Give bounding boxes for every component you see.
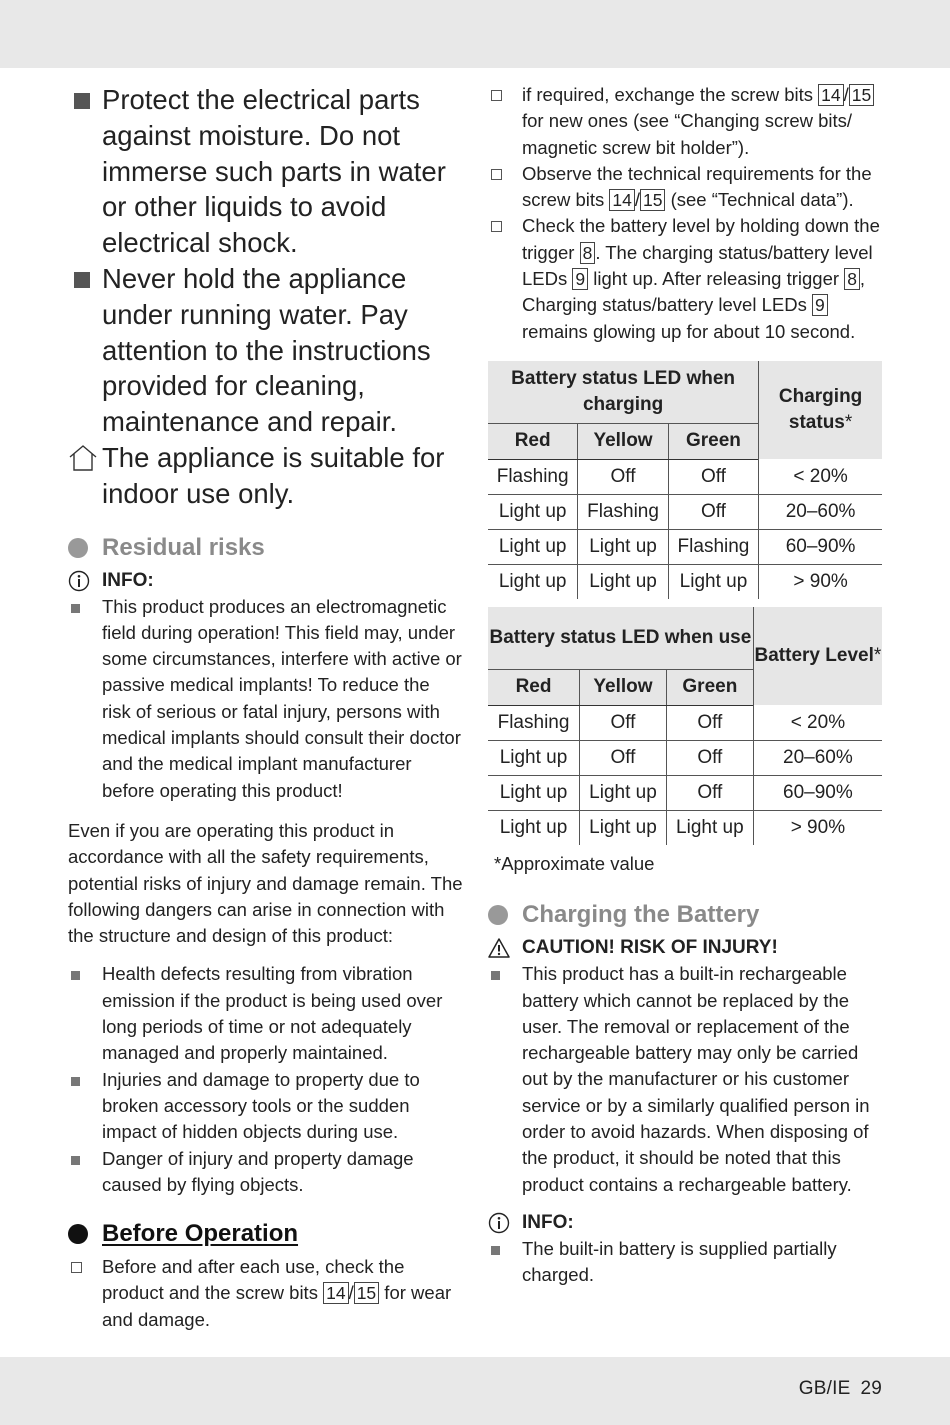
bullet-item <box>68 440 463 512</box>
table-column-header: Red <box>488 423 578 459</box>
table-cell: 20–60% <box>753 740 882 775</box>
battery-level-table <box>488 607 882 845</box>
list-item-text: Danger of injury and property damage caused by flying objects. <box>102 1147 414 1195</box>
right-column <box>488 82 883 1289</box>
table-column-header: Yellow <box>580 669 667 705</box>
table-cell: Off <box>668 494 758 529</box>
heading-residual-risks: Residual risks <box>102 533 265 561</box>
checklist-item <box>488 161 883 214</box>
table-side-header: Battery Level* <box>753 607 882 706</box>
ref-box: 14 <box>323 1282 348 1304</box>
table-row <box>488 810 882 845</box>
table-cell: Off <box>666 705 753 740</box>
bullet-dot-icon <box>68 538 88 558</box>
list-item <box>68 594 463 804</box>
table-cell: Flashing <box>668 529 758 564</box>
list-item <box>68 1067 463 1146</box>
bullet-item <box>68 261 463 440</box>
separator: / <box>843 84 849 105</box>
separator: / <box>634 189 640 211</box>
table-cell: Flashing <box>488 459 578 494</box>
table-cell: Off <box>578 459 668 494</box>
list-item <box>488 961 883 1198</box>
square-bullet-icon <box>71 1077 80 1086</box>
table-cell: Off <box>666 775 753 810</box>
ref-box: 8 <box>580 242 596 264</box>
caution-label: CAUTION! RISK OF INJURY! <box>522 937 778 959</box>
section-heading <box>488 901 883 929</box>
left-column <box>68 82 463 1333</box>
ref-box: 9 <box>812 294 828 316</box>
table-cell: Light up <box>498 570 567 592</box>
ref-box: 15 <box>849 84 874 106</box>
list-item-text: This product produces an electromagnetic field during operation! This field may, under some circumstances, interfere with active or passive medical implants! To reduce the risk of serious or fatal injury, persons with medical implants should consult their doctor and the medical implant manufacturer before operating this product! <box>102 595 462 801</box>
table-cell: Light up <box>488 775 580 810</box>
text: if required, exchange the screw bits <box>522 84 819 105</box>
square-bullet-icon <box>74 93 90 109</box>
text: . The charging status/battery level LEDs <box>522 241 873 290</box>
table-row <box>488 494 882 529</box>
table-side-header: Charging status* <box>759 361 882 460</box>
table-cell: Light up <box>578 529 668 564</box>
table-cell: Flashing <box>488 705 580 740</box>
table-column-header: Green <box>668 423 758 459</box>
ref-box: 15 <box>640 189 665 211</box>
house-icon <box>68 443 98 473</box>
table-cell: > 90% <box>753 810 882 845</box>
heading-charging-the-battery: Charging the Battery <box>522 901 760 929</box>
text: for wear and damage. <box>102 1282 452 1330</box>
table-cell: Off <box>666 740 753 775</box>
list-item-text: Health defects resulting from vibration emission if the product is being used over long periods of time or not adequately managed and properly maintained. <box>102 963 443 1064</box>
checklist-item <box>488 82 883 161</box>
text: remains glowing up for about 10 second. <box>522 320 856 342</box>
info-icon <box>488 1212 510 1234</box>
text: , Charging status/battery level LEDs <box>522 268 866 316</box>
info-label: INFO: <box>522 1211 574 1233</box>
warning-triangle-icon <box>488 937 510 959</box>
table-cell: Light up <box>666 810 753 845</box>
checkbox-square-icon <box>491 221 502 232</box>
table-cell: Off <box>668 459 758 494</box>
table-row <box>488 529 882 564</box>
top-band <box>0 0 950 68</box>
table-cell: < 20% <box>753 705 882 740</box>
section-heading <box>68 1220 463 1248</box>
text: for new ones (see “Changing screw bits/ magnetic screw bit holder”). <box>522 110 853 158</box>
table-cell: 60–90% <box>753 775 882 810</box>
bullet-item <box>68 82 463 261</box>
ref-box: 9 <box>572 268 588 290</box>
square-bullet-icon <box>491 1246 500 1255</box>
table-group-header: Battery status LED when charging <box>488 361 759 424</box>
square-bullet-icon <box>71 971 80 980</box>
page-footer <box>799 1378 882 1400</box>
bullet-text: The appliance is suitable for indoor use only. <box>102 441 445 509</box>
text: Check the battery level by holding down the trigger <box>522 215 880 263</box>
text: Before and after each use, check the product and the screw bits <box>102 1256 405 1304</box>
square-bullet-icon <box>74 272 90 288</box>
table-cell: Light up <box>578 564 668 599</box>
table-column-header: Green <box>666 669 753 705</box>
table-cell: Off <box>580 705 667 740</box>
table-cell: Light up <box>499 816 568 838</box>
table-cell: Light up <box>668 564 758 599</box>
table-cell: Flashing <box>578 494 668 529</box>
square-bullet-icon <box>71 604 80 613</box>
list-item-text: The built-in battery is supplied partially charged. <box>522 1237 837 1286</box>
ref-box: 8 <box>844 268 860 290</box>
table-cell: 20–60% <box>759 494 882 529</box>
paragraph: Even if you are operating this product in accordance with all the safety requirements, potential risks of injury and damage remain. The following dangers can arise in connection with the structure and design of this product: <box>68 819 463 947</box>
ref-box: 14 <box>818 84 843 106</box>
table-row <box>488 705 882 740</box>
caution-heading <box>488 937 883 959</box>
checkbox-square-icon <box>71 1262 82 1273</box>
info-heading <box>488 1212 883 1234</box>
heading-before-operation: Before Operation <box>102 1220 299 1248</box>
table-row <box>488 459 882 494</box>
ref-box: 14 <box>609 189 634 211</box>
table-row <box>488 564 882 599</box>
table-row <box>488 740 882 775</box>
table-cell: > 90% <box>759 564 882 599</box>
info-icon <box>68 570 90 592</box>
table-group-header: Battery status LED when use <box>488 607 753 670</box>
info-label: INFO: <box>102 569 154 591</box>
checklist-item <box>68 1254 463 1333</box>
table-cell: Off <box>580 740 667 775</box>
separator: / <box>348 1282 354 1304</box>
table-cell: 60–90% <box>759 529 882 564</box>
bullet-text: Never hold the appliance under running water. Pay attention to the instructions provided for cleaning, maintenance and repair. <box>102 262 431 438</box>
checkbox-square-icon <box>491 90 502 101</box>
footer-region: GB/IE <box>798 1378 851 1399</box>
table-cell: Light up <box>488 529 578 564</box>
square-bullet-icon <box>491 971 500 980</box>
bullet-text: Protect the electrical parts against moisture. Do not immerse such parts in water or other liquids to avoid electrical shock. <box>102 84 446 259</box>
table-column-header: Yellow <box>578 423 668 459</box>
list-item <box>68 961 463 1066</box>
text: light up. After releasing trigger <box>588 268 845 290</box>
square-bullet-icon <box>71 1156 80 1165</box>
table-footnote: *Approximate value <box>494 852 655 874</box>
table-cell: < 20% <box>759 459 882 494</box>
charging-status-table <box>488 361 882 599</box>
section-heading <box>68 534 463 562</box>
list-item-text: Injuries and damage to property due to broken accessory tools or the sudden impact of hidden objects during use. <box>102 1068 420 1143</box>
list-item <box>68 1146 463 1199</box>
text: (see “Technical data”). <box>665 189 854 211</box>
page-number: 29 <box>860 1378 882 1399</box>
bullet-dot-icon <box>68 1224 88 1244</box>
table-cell: Light up <box>488 740 580 775</box>
table-row <box>488 775 882 810</box>
table-cell: Light up <box>488 494 578 529</box>
checklist-item <box>488 213 883 344</box>
checkbox-square-icon <box>491 169 502 180</box>
ref-box: 15 <box>354 1282 379 1304</box>
table-cell: Light up <box>580 775 667 810</box>
table-cell: Light up <box>580 810 667 845</box>
list-item-text: This product has a built-in rechargeable battery which cannot be replaced by the user. The removal or replacement of the rechargeable battery may only be carried out by the manufacturer or his customer service or by a similarly qualified person in order to avoid hazards. When disposing of the product, it should be noted that this product contains a rechargeable battery. <box>522 963 870 1195</box>
list-item <box>488 1236 883 1289</box>
text: Observe the technical requirements for the screw bits <box>522 162 872 211</box>
info-heading <box>68 570 463 592</box>
table-column-header: Red <box>488 669 580 705</box>
bullet-dot-icon <box>488 905 508 925</box>
